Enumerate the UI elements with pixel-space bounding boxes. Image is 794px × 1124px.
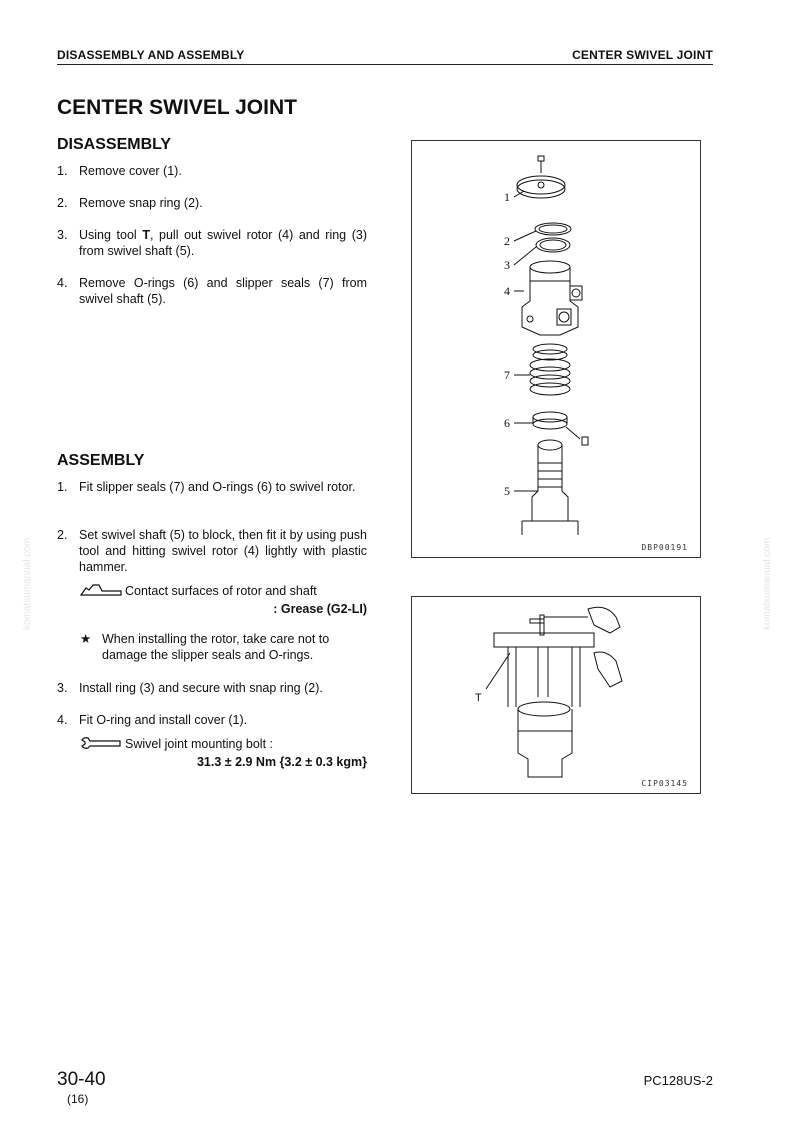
disassembly-step-2: [57, 195, 367, 211]
note-text: When installing the rotor, take care not to damage the slipper seals and O-rings.: [102, 632, 330, 662]
step-number: 2.: [57, 528, 68, 542]
step-number: 4.: [57, 713, 68, 727]
torque-wrench-icon: [80, 736, 122, 754]
step-text: [79, 227, 367, 259]
page-number: 30-40: [57, 1069, 106, 1090]
step-number: 2.: [57, 196, 68, 210]
part-label: 6: [504, 416, 510, 430]
step-text-pre: Using tool: [79, 228, 143, 242]
figure-code: CIP03145: [641, 779, 688, 788]
disassembly-step-4: [57, 275, 367, 307]
tool-figure: [411, 596, 701, 794]
model-number: PC128US-2: [643, 1073, 713, 1088]
step-text-post: , pull out swivel rotor (4) and ring (3) from swivel shaft (5).: [79, 228, 367, 258]
header-chapter: CENTER SWIVEL JOINT: [572, 48, 713, 62]
part-label: 2: [504, 234, 510, 248]
step-text: Remove snap ring (2).: [79, 196, 203, 210]
step-number: 4.: [57, 276, 68, 290]
grease-spec: [80, 583, 380, 617]
step-number: 1.: [57, 480, 68, 494]
assembly-step-4: [57, 712, 367, 728]
torque-spec-value: 31.3 ± 2.9 Nm {3.2 ± 0.3 kgm}: [196, 755, 367, 769]
star-icon: ★: [80, 632, 92, 646]
step-number: 1.: [57, 164, 68, 178]
watermark-left: komatsumanual.com: [22, 537, 33, 630]
page-title: CENTER SWIVEL JOINT: [57, 96, 297, 119]
step-text: Install ring (3) and secure with snap ring (2).: [79, 681, 323, 695]
step-text: Fit slipper seals (7) and O-rings (6) to swivel rotor.: [79, 480, 356, 494]
caution-note: [80, 631, 367, 663]
tool-drawing: [412, 597, 700, 793]
header-rule: [57, 64, 713, 65]
step-number: 3.: [57, 681, 68, 695]
part-label: 5: [504, 484, 510, 498]
header-section: DISASSEMBLY AND ASSEMBLY: [57, 48, 245, 62]
figure-code: DBP00191: [641, 543, 688, 552]
disassembly-step-1: [57, 163, 367, 179]
part-label: 4: [504, 284, 510, 298]
step-text: Set swivel shaft (5) to block, then fit it by using push tool and hitting swivel rotor (4) lightly with plastic hammer.: [79, 528, 367, 574]
exploded-view-drawing: [412, 141, 700, 557]
watermark-right: komatsumanual.com: [762, 537, 773, 630]
step-text: Remove O-rings (6) and slipper seals (7) from swivel shaft (5).: [79, 276, 367, 306]
tool-ref: T: [142, 228, 150, 242]
grease-gun-icon: [80, 583, 122, 601]
grease-spec-label: Contact surfaces of rotor and shaft: [125, 584, 317, 598]
part-label: 7: [504, 368, 510, 382]
step-text: Remove cover (1).: [79, 164, 182, 178]
step-text: Fit O-ring and install cover (1).: [79, 713, 248, 727]
torque-spec: [80, 736, 380, 770]
exploded-view-figure: [411, 140, 701, 558]
page-revision: (16): [67, 1092, 89, 1106]
grease-spec-value: : Grease (G2-LI): [273, 602, 367, 616]
tool-label: T: [475, 692, 482, 704]
assembly-step-2: [57, 527, 367, 575]
part-label: 3: [504, 258, 510, 272]
assembly-step-1: [57, 479, 367, 495]
assembly-heading: ASSEMBLY: [57, 452, 145, 469]
assembly-step-3: [57, 680, 367, 696]
disassembly-heading: DISASSEMBLY: [57, 136, 172, 153]
torque-spec-label: Swivel joint mounting bolt :: [125, 737, 273, 751]
disassembly-step-3: [57, 227, 367, 259]
step-number: 3.: [57, 228, 68, 242]
part-label: 1: [504, 190, 510, 204]
